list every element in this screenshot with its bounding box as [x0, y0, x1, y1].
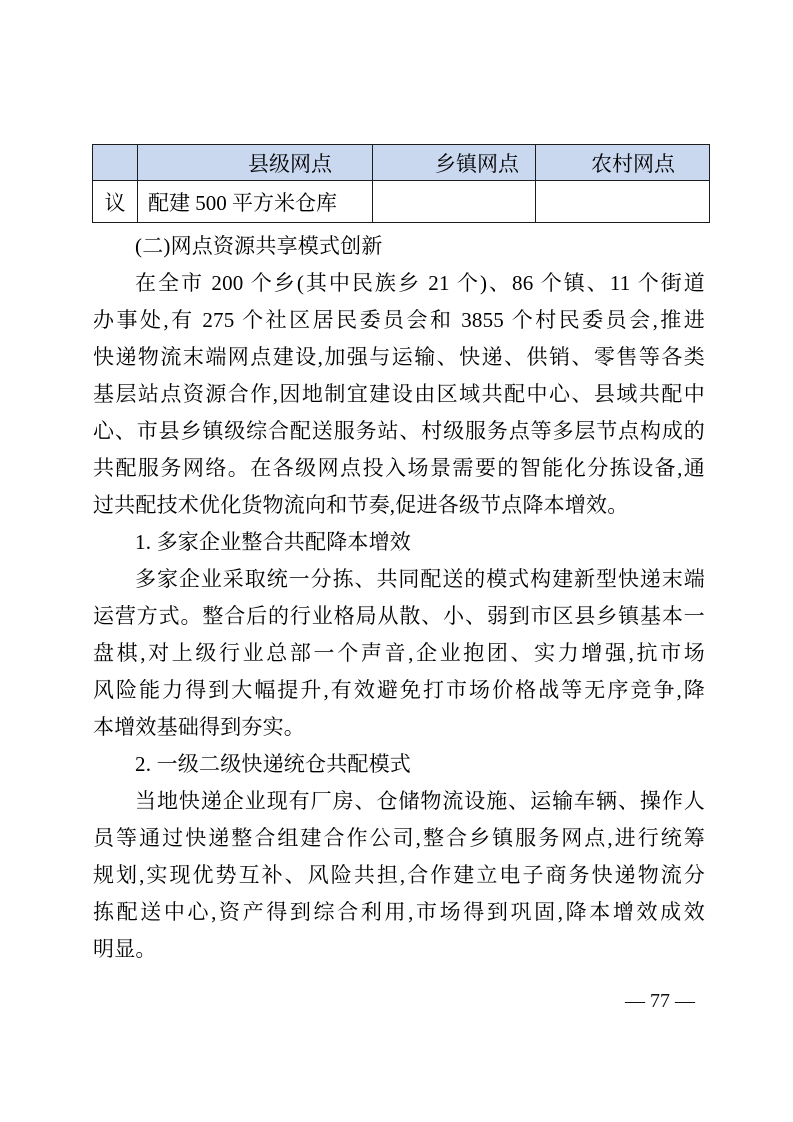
paragraph-line: 过共配技术优化货物流向和节奏,促进各级节点降本增效。 — [93, 493, 629, 517]
paragraph-line: 运营方式。整合后的行业格局从散、小、弱到市区县乡镇基本一 — [93, 604, 705, 628]
paragraph-line: 拣配送中心,资产得到综合利用,市场得到巩固,降本增效成效 — [93, 900, 705, 924]
table-header-row — [93, 145, 710, 181]
paragraph-line: 办事处,有 275 个社区居民委员会和 3855 个村民委员会,推进 — [93, 308, 705, 332]
document-body — [93, 228, 705, 968]
paragraph-line: 规划,实现优势互补、风险共担,合作建立电子商务快递物流分 — [93, 863, 705, 887]
paragraph-line: 当地快递企业现有厂房、仓储物流设施、运输车辆、操作人 — [135, 789, 705, 813]
paragraph-line: 风险能力得到大幅提升,有效避免打市场价格战等无序竞争,降 — [93, 678, 705, 702]
table-row — [93, 181, 710, 223]
paragraph-line: 盘棋,对上级行业总部一个声音,企业抱团、实力增强,抗市场 — [93, 641, 705, 665]
table-cell-village-value — [536, 181, 710, 223]
paragraph-line: 在全市 200 个乡(其中民族乡 21 个)、86 个镇、11 个街道 — [135, 271, 705, 295]
subsection-heading-2: 2. 一级二级快递统仓共配模式 — [135, 752, 411, 776]
table-cell-label: 议 — [93, 181, 138, 223]
table-header-empty — [93, 145, 138, 181]
network-points-table — [92, 144, 710, 223]
paragraph-line: 明显。 — [93, 937, 157, 961]
paragraph-line: 员等通过快递整合组建合作公司,整合乡镇服务网点,进行统筹 — [93, 826, 705, 850]
table-header-township: 乡镇网点 — [373, 145, 536, 181]
table-cell-township-value — [373, 181, 536, 223]
section-heading: (二)网点资源共享模式创新 — [135, 234, 383, 258]
subsection-heading-1: 1. 多家企业整合共配降本增效 — [135, 530, 411, 554]
table-header-county: 县级网点 — [138, 145, 373, 181]
page-number: — 77 — — [625, 990, 695, 1012]
paragraph-line: 心、市县乡镇级综合配送服务站、村级服务点等多层节点构成的 — [93, 419, 705, 443]
table-cell-county-value: 配建 500 平方米仓库 — [138, 181, 373, 223]
paragraph-line: 本增效基础得到夯实。 — [93, 715, 305, 739]
paragraph-line: 多家企业采取统一分拣、共同配送的模式构建新型快递末端 — [135, 567, 705, 591]
paragraph-line: 基层站点资源合作,因地制宜建设由区域共配中心、县域共配中 — [93, 382, 705, 406]
table-header-village: 农村网点 — [536, 145, 710, 181]
paragraph-line: 快递物流末端网点建设,加强与运输、快递、供销、零售等各类 — [93, 345, 705, 369]
paragraph-line: 共配服务网络。在各级网点投入场景需要的智能化分拣设备,通 — [93, 456, 705, 480]
